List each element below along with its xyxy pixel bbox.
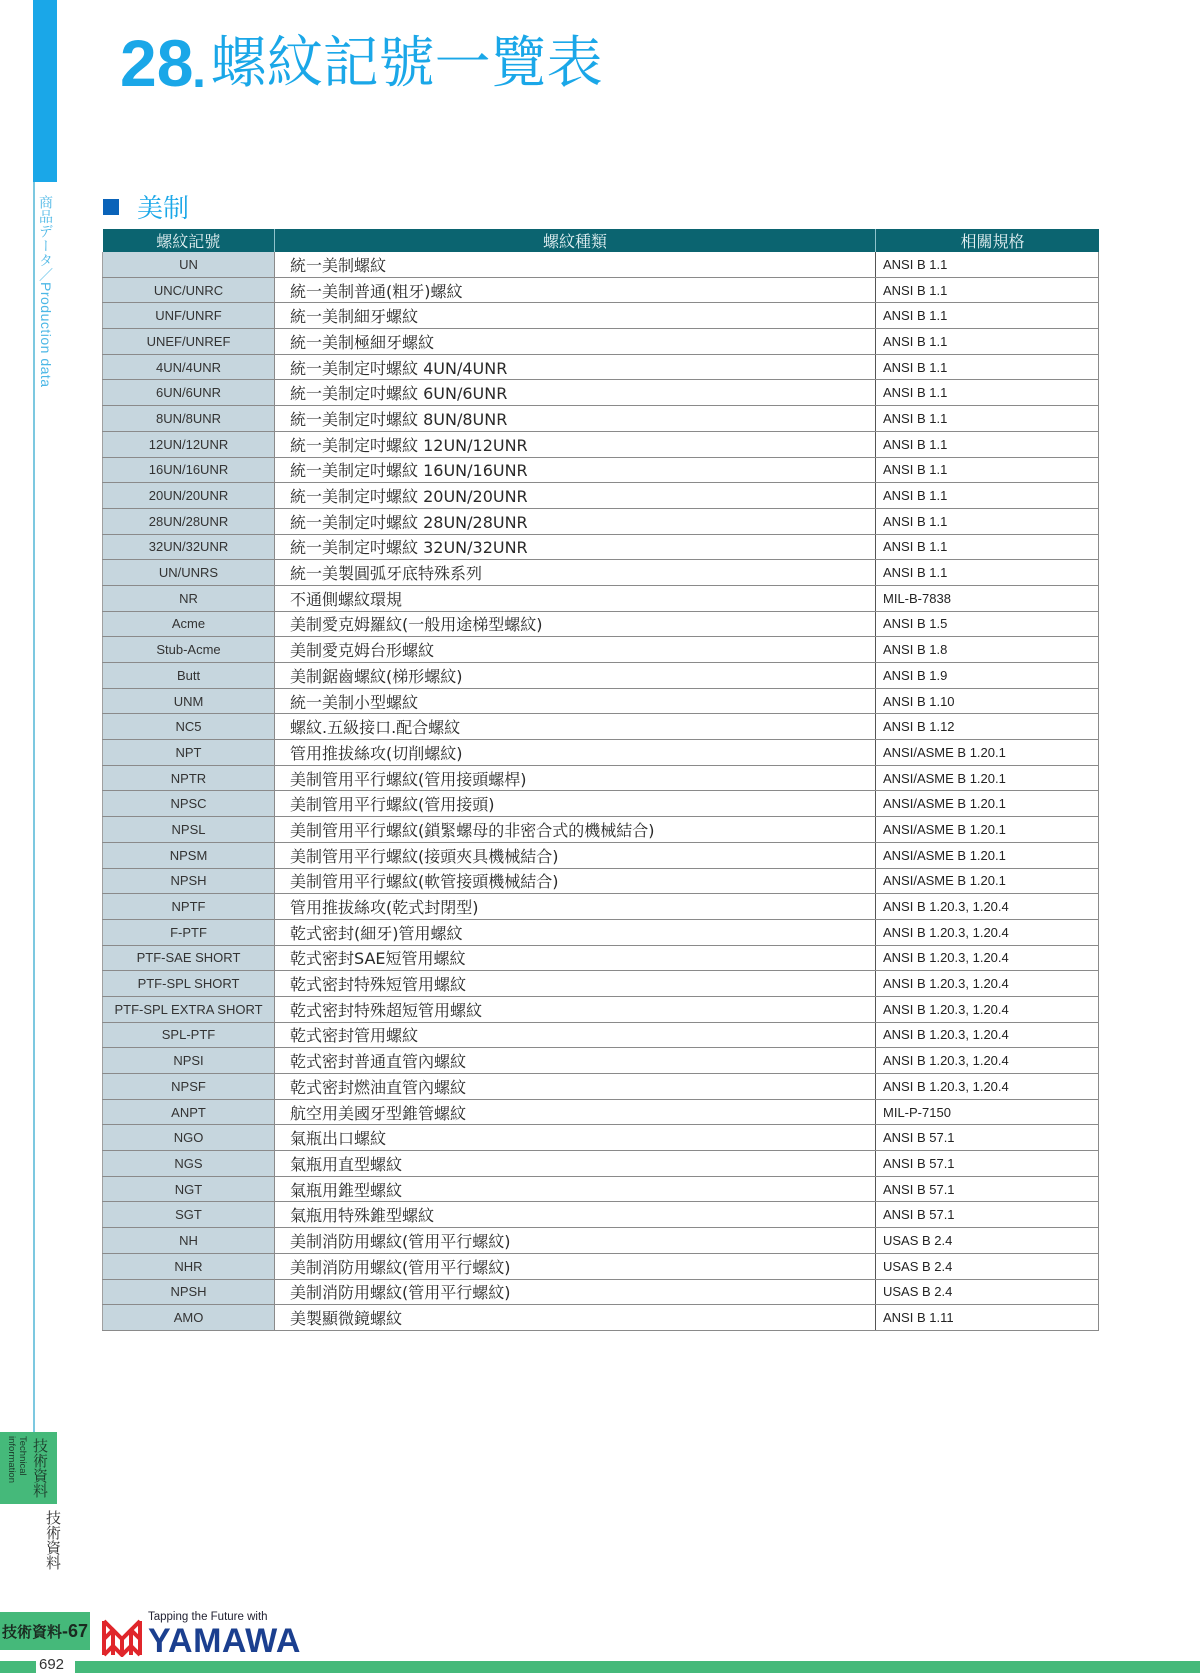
cell-type: 統一美制定吋螺紋 20UN/20UNR bbox=[275, 483, 876, 509]
cell-type: 統一美制定吋螺紋 32UN/32UNR bbox=[275, 534, 876, 560]
cell-code: PTF-SAE SHORT bbox=[103, 945, 275, 971]
technical-info-vertical-label: 技術資料 bbox=[44, 1510, 62, 1570]
table-row bbox=[103, 714, 1099, 740]
table-row bbox=[103, 1048, 1099, 1074]
cell-code: 6UN/6UNR bbox=[103, 380, 275, 406]
cell-code: NGT bbox=[103, 1176, 275, 1202]
cell-code: UNC/UNRC bbox=[103, 277, 275, 303]
cell-standard: ANSI B 1.1 bbox=[876, 457, 1099, 483]
logo-words bbox=[148, 1611, 301, 1660]
table-row bbox=[103, 1125, 1099, 1151]
cell-standard: ANSI B 1.9 bbox=[876, 663, 1099, 689]
cell-type: 乾式密封(細牙)管用螺紋 bbox=[275, 919, 876, 945]
cell-code: NHR bbox=[103, 1253, 275, 1279]
table-row bbox=[103, 945, 1099, 971]
yamawa-logo bbox=[102, 1611, 301, 1660]
page-number: 692 bbox=[39, 1656, 65, 1673]
cell-standard: ANSI B 1.5 bbox=[876, 611, 1099, 637]
cell-code: 12UN/12UNR bbox=[103, 431, 275, 457]
square-bullet-icon bbox=[103, 199, 119, 215]
cell-code: PTF-SPL EXTRA SHORT bbox=[103, 996, 275, 1022]
cell-type: 統一美製圓弧牙底特殊系列 bbox=[275, 560, 876, 586]
title-dot: . bbox=[191, 51, 207, 97]
cell-code: NPSF bbox=[103, 1074, 275, 1100]
table-row bbox=[103, 791, 1099, 817]
cell-type: 美製顯微鏡螺紋 bbox=[275, 1305, 876, 1331]
cell-standard: USAS B 2.4 bbox=[876, 1228, 1099, 1254]
cell-type: 乾式密封特殊短管用螺紋 bbox=[275, 971, 876, 997]
table-row bbox=[103, 919, 1099, 945]
footer-section-label: 技術資料 bbox=[1, 1622, 62, 1641]
cell-standard: ANSI B 57.1 bbox=[876, 1125, 1099, 1151]
page-title bbox=[120, 26, 603, 100]
cell-type: 統一美制螺紋 bbox=[275, 252, 876, 277]
cell-type: 氣瓶用直型螺紋 bbox=[275, 1151, 876, 1177]
cell-code: UN/UNRS bbox=[103, 560, 275, 586]
table-body bbox=[103, 252, 1099, 1330]
cell-standard: ANSI B 57.1 bbox=[876, 1176, 1099, 1202]
cell-type: 統一美制普通(粗牙)螺紋 bbox=[275, 277, 876, 303]
footer-bar-right bbox=[75, 1661, 1200, 1673]
cell-code: 8UN/8UNR bbox=[103, 406, 275, 432]
table-row bbox=[103, 971, 1099, 997]
cell-standard: ANSI B 1.10 bbox=[876, 688, 1099, 714]
cell-code: Stub-Acme bbox=[103, 637, 275, 663]
cell-type: 美制消防用螺紋(管用平行螺紋) bbox=[275, 1228, 876, 1254]
technical-info-tab-label: 技術資料 bbox=[31, 1438, 49, 1498]
column-header-code: 螺紋記號 bbox=[103, 229, 275, 252]
cell-standard: ANSI B 1.1 bbox=[876, 406, 1099, 432]
cell-code: UNF/UNRF bbox=[103, 303, 275, 329]
cell-type: 管用推拔絲攻(切削螺紋) bbox=[275, 740, 876, 766]
cell-code: AMO bbox=[103, 1305, 275, 1331]
cell-standard: ANSI B 57.1 bbox=[876, 1151, 1099, 1177]
cell-code: UNEF/UNREF bbox=[103, 329, 275, 355]
table-row bbox=[103, 1202, 1099, 1228]
cell-type: 乾式密封燃油直管內螺紋 bbox=[275, 1074, 876, 1100]
cell-type: 螺紋.五級接口.配合螺紋 bbox=[275, 714, 876, 740]
cell-type: 美制管用平行螺紋(鎖緊螺母的非密合式的機械結合) bbox=[275, 817, 876, 843]
sidebar-accent-bar bbox=[33, 0, 57, 182]
cell-type: 氣瓶用特殊錐型螺紋 bbox=[275, 1202, 876, 1228]
title-text: 螺紋記號一覽表 bbox=[210, 31, 603, 96]
table-row bbox=[103, 611, 1099, 637]
cell-standard: ANSI B 1.1 bbox=[876, 431, 1099, 457]
table-row bbox=[103, 406, 1099, 432]
cell-code: NGS bbox=[103, 1151, 275, 1177]
table-row bbox=[103, 508, 1099, 534]
technical-info-tab-sublabel: Technical information bbox=[6, 1436, 28, 1483]
table-row bbox=[103, 1022, 1099, 1048]
footer-section-tab bbox=[0, 1612, 90, 1650]
table-row bbox=[103, 431, 1099, 457]
cell-standard: ANSI B 1.1 bbox=[876, 508, 1099, 534]
cell-type: 美制管用平行螺紋(管用接頭) bbox=[275, 791, 876, 817]
table-row bbox=[103, 637, 1099, 663]
cell-type: 乾式密封特殊超短管用螺紋 bbox=[275, 996, 876, 1022]
table-row bbox=[103, 277, 1099, 303]
cell-code: NPTF bbox=[103, 894, 275, 920]
sidebar-guide-line bbox=[33, 182, 35, 1432]
cell-code: 16UN/16UNR bbox=[103, 457, 275, 483]
cell-type: 管用推拔絲攻(乾式封閉型) bbox=[275, 894, 876, 920]
yamawa-logo-mark-icon bbox=[102, 1617, 142, 1657]
cell-code: Acme bbox=[103, 611, 275, 637]
cell-code: SPL-PTF bbox=[103, 1022, 275, 1048]
table-row bbox=[103, 534, 1099, 560]
cell-standard: MIL-P-7150 bbox=[876, 1099, 1099, 1125]
cell-code: NPSH bbox=[103, 1279, 275, 1305]
table-row bbox=[103, 1279, 1099, 1305]
cell-standard: ANSI B 1.1 bbox=[876, 329, 1099, 355]
cell-type: 統一美制定吋螺紋 16UN/16UNR bbox=[275, 457, 876, 483]
cell-type: 乾式密封管用螺紋 bbox=[275, 1022, 876, 1048]
table-row bbox=[103, 380, 1099, 406]
cell-standard: USAS B 2.4 bbox=[876, 1253, 1099, 1279]
cell-standard: ANSI B 1.8 bbox=[876, 637, 1099, 663]
cell-code: NPSH bbox=[103, 868, 275, 894]
cell-type: 美制鋸齒螺紋(梯形螺紋) bbox=[275, 663, 876, 689]
cell-code: F-PTF bbox=[103, 919, 275, 945]
table-row bbox=[103, 354, 1099, 380]
cell-type: 美制消防用螺紋(管用平行螺紋) bbox=[275, 1279, 876, 1305]
section-heading-text: 美制 bbox=[137, 194, 190, 224]
table-row bbox=[103, 1176, 1099, 1202]
cell-code: 20UN/20UNR bbox=[103, 483, 275, 509]
cell-type: 美制愛克姆羅紋(一般用途梯型螺紋) bbox=[275, 611, 876, 637]
cell-standard: ANSI B 1.1 bbox=[876, 560, 1099, 586]
section-heading bbox=[103, 188, 189, 225]
table-row bbox=[103, 1305, 1099, 1331]
table-row bbox=[103, 1151, 1099, 1177]
cell-standard: ANSI B 1.1 bbox=[876, 380, 1099, 406]
cell-code: NC5 bbox=[103, 714, 275, 740]
cell-standard: ANSI B 1.11 bbox=[876, 1305, 1099, 1331]
cell-code: NH bbox=[103, 1228, 275, 1254]
cell-code: UN bbox=[103, 252, 275, 277]
cell-standard: ANSI B 1.20.3, 1.20.4 bbox=[876, 894, 1099, 920]
table-row bbox=[103, 663, 1099, 689]
cell-standard: USAS B 2.4 bbox=[876, 1279, 1099, 1305]
footer-bar-left bbox=[0, 1661, 36, 1673]
cell-code: NGO bbox=[103, 1125, 275, 1151]
cell-standard: ANSI B 1.20.3, 1.20.4 bbox=[876, 919, 1099, 945]
table-row bbox=[103, 329, 1099, 355]
table-row bbox=[103, 585, 1099, 611]
cell-standard: ANSI B 1.20.3, 1.20.4 bbox=[876, 1048, 1099, 1074]
cell-type: 統一美制定吋螺紋 4UN/4UNR bbox=[275, 354, 876, 380]
cell-code: NPTR bbox=[103, 765, 275, 791]
footer-section-number: -67 bbox=[62, 1620, 89, 1641]
cell-standard: ANSI/ASME B 1.20.1 bbox=[876, 791, 1099, 817]
table-row bbox=[103, 996, 1099, 1022]
cell-code: PTF-SPL SHORT bbox=[103, 971, 275, 997]
table-row bbox=[103, 740, 1099, 766]
title-number: 28 bbox=[120, 26, 194, 100]
table-row bbox=[103, 765, 1099, 791]
table-row bbox=[103, 560, 1099, 586]
table-row bbox=[103, 1099, 1099, 1125]
cell-type: 美制管用平行螺紋(管用接頭螺桿) bbox=[275, 765, 876, 791]
table-row bbox=[103, 252, 1099, 277]
cell-standard: MIL-B-7838 bbox=[876, 585, 1099, 611]
cell-type: 氣瓶出口螺紋 bbox=[275, 1125, 876, 1151]
cell-standard: ANSI B 1.20.3, 1.20.4 bbox=[876, 996, 1099, 1022]
cell-code: NPSC bbox=[103, 791, 275, 817]
table-row bbox=[103, 894, 1099, 920]
cell-code: 28UN/28UNR bbox=[103, 508, 275, 534]
column-header-standard: 相關規格 bbox=[876, 229, 1099, 252]
logo-name: YAMAWA bbox=[148, 1621, 301, 1660]
cell-code: 32UN/32UNR bbox=[103, 534, 275, 560]
cell-code: NPSI bbox=[103, 1048, 275, 1074]
cell-code: NPT bbox=[103, 740, 275, 766]
cell-standard: ANSI B 1.1 bbox=[876, 534, 1099, 560]
table-header-row bbox=[103, 229, 1099, 252]
cell-standard: ANSI B 1.12 bbox=[876, 714, 1099, 740]
cell-standard: ANSI/ASME B 1.20.1 bbox=[876, 765, 1099, 791]
cell-standard: ANSI B 1.1 bbox=[876, 354, 1099, 380]
column-header-type: 螺紋種類 bbox=[275, 229, 876, 252]
logo-tagline: Tapping the Future with bbox=[148, 1611, 268, 1623]
cell-standard: ANSI B 1.1 bbox=[876, 483, 1099, 509]
table-row bbox=[103, 868, 1099, 894]
table-row bbox=[103, 1074, 1099, 1100]
cell-standard: ANSI B 1.20.3, 1.20.4 bbox=[876, 1074, 1099, 1100]
cell-code: Butt bbox=[103, 663, 275, 689]
cell-type: 美制管用平行螺紋(接頭夾具機械結合) bbox=[275, 842, 876, 868]
cell-type: 不通側螺紋環規 bbox=[275, 585, 876, 611]
cell-code: ANPT bbox=[103, 1099, 275, 1125]
cell-type: 統一美制定吋螺紋 28UN/28UNR bbox=[275, 508, 876, 534]
cell-standard: ANSI B 1.1 bbox=[876, 277, 1099, 303]
cell-type: 統一美制定吋螺紋 12UN/12UNR bbox=[275, 431, 876, 457]
cell-type: 航空用美國牙型錐管螺紋 bbox=[275, 1099, 876, 1125]
cell-standard: ANSI B 1.20.3, 1.20.4 bbox=[876, 1022, 1099, 1048]
cell-standard: ANSI B 57.1 bbox=[876, 1202, 1099, 1228]
technical-info-tab[interactable] bbox=[0, 1432, 57, 1504]
cell-code: NR bbox=[103, 585, 275, 611]
cell-type: 統一美制細牙螺紋 bbox=[275, 303, 876, 329]
cell-standard: ANSI/ASME B 1.20.1 bbox=[876, 740, 1099, 766]
table-row bbox=[103, 842, 1099, 868]
sidebar-section-label: 商品データ／Production data bbox=[38, 195, 54, 388]
cell-type: 統一美制定吋螺紋 8UN/8UNR bbox=[275, 406, 876, 432]
cell-code: NPSM bbox=[103, 842, 275, 868]
table-row bbox=[103, 817, 1099, 843]
cell-type: 統一美制定吋螺紋 6UN/6UNR bbox=[275, 380, 876, 406]
cell-standard: ANSI/ASME B 1.20.1 bbox=[876, 842, 1099, 868]
cell-type: 氣瓶用錐型螺紋 bbox=[275, 1176, 876, 1202]
table-row bbox=[103, 688, 1099, 714]
cell-code: 4UN/4UNR bbox=[103, 354, 275, 380]
cell-type: 美制管用平行螺紋(軟管接頭機械結合) bbox=[275, 868, 876, 894]
cell-code: SGT bbox=[103, 1202, 275, 1228]
cell-code: NPSL bbox=[103, 817, 275, 843]
cell-type: 乾式密封SAE短管用螺紋 bbox=[275, 945, 876, 971]
cell-standard: ANSI/ASME B 1.20.1 bbox=[876, 817, 1099, 843]
cell-type: 美制愛克姆台形螺紋 bbox=[275, 637, 876, 663]
cell-type: 統一美制極細牙螺紋 bbox=[275, 329, 876, 355]
cell-type: 乾式密封普通直管內螺紋 bbox=[275, 1048, 876, 1074]
cell-standard: ANSI B 1.1 bbox=[876, 252, 1099, 277]
cell-type: 統一美制小型螺紋 bbox=[275, 688, 876, 714]
table-row bbox=[103, 303, 1099, 329]
table-row bbox=[103, 1228, 1099, 1254]
cell-standard: ANSI/ASME B 1.20.1 bbox=[876, 868, 1099, 894]
table-row bbox=[103, 457, 1099, 483]
table-row bbox=[103, 483, 1099, 509]
cell-standard: ANSI B 1.20.3, 1.20.4 bbox=[876, 971, 1099, 997]
cell-code: UNM bbox=[103, 688, 275, 714]
table-row bbox=[103, 1253, 1099, 1279]
thread-symbol-table bbox=[102, 229, 1099, 1331]
cell-type: 美制消防用螺紋(管用平行螺紋) bbox=[275, 1253, 876, 1279]
cell-standard: ANSI B 1.20.3, 1.20.4 bbox=[876, 945, 1099, 971]
cell-standard: ANSI B 1.1 bbox=[876, 303, 1099, 329]
